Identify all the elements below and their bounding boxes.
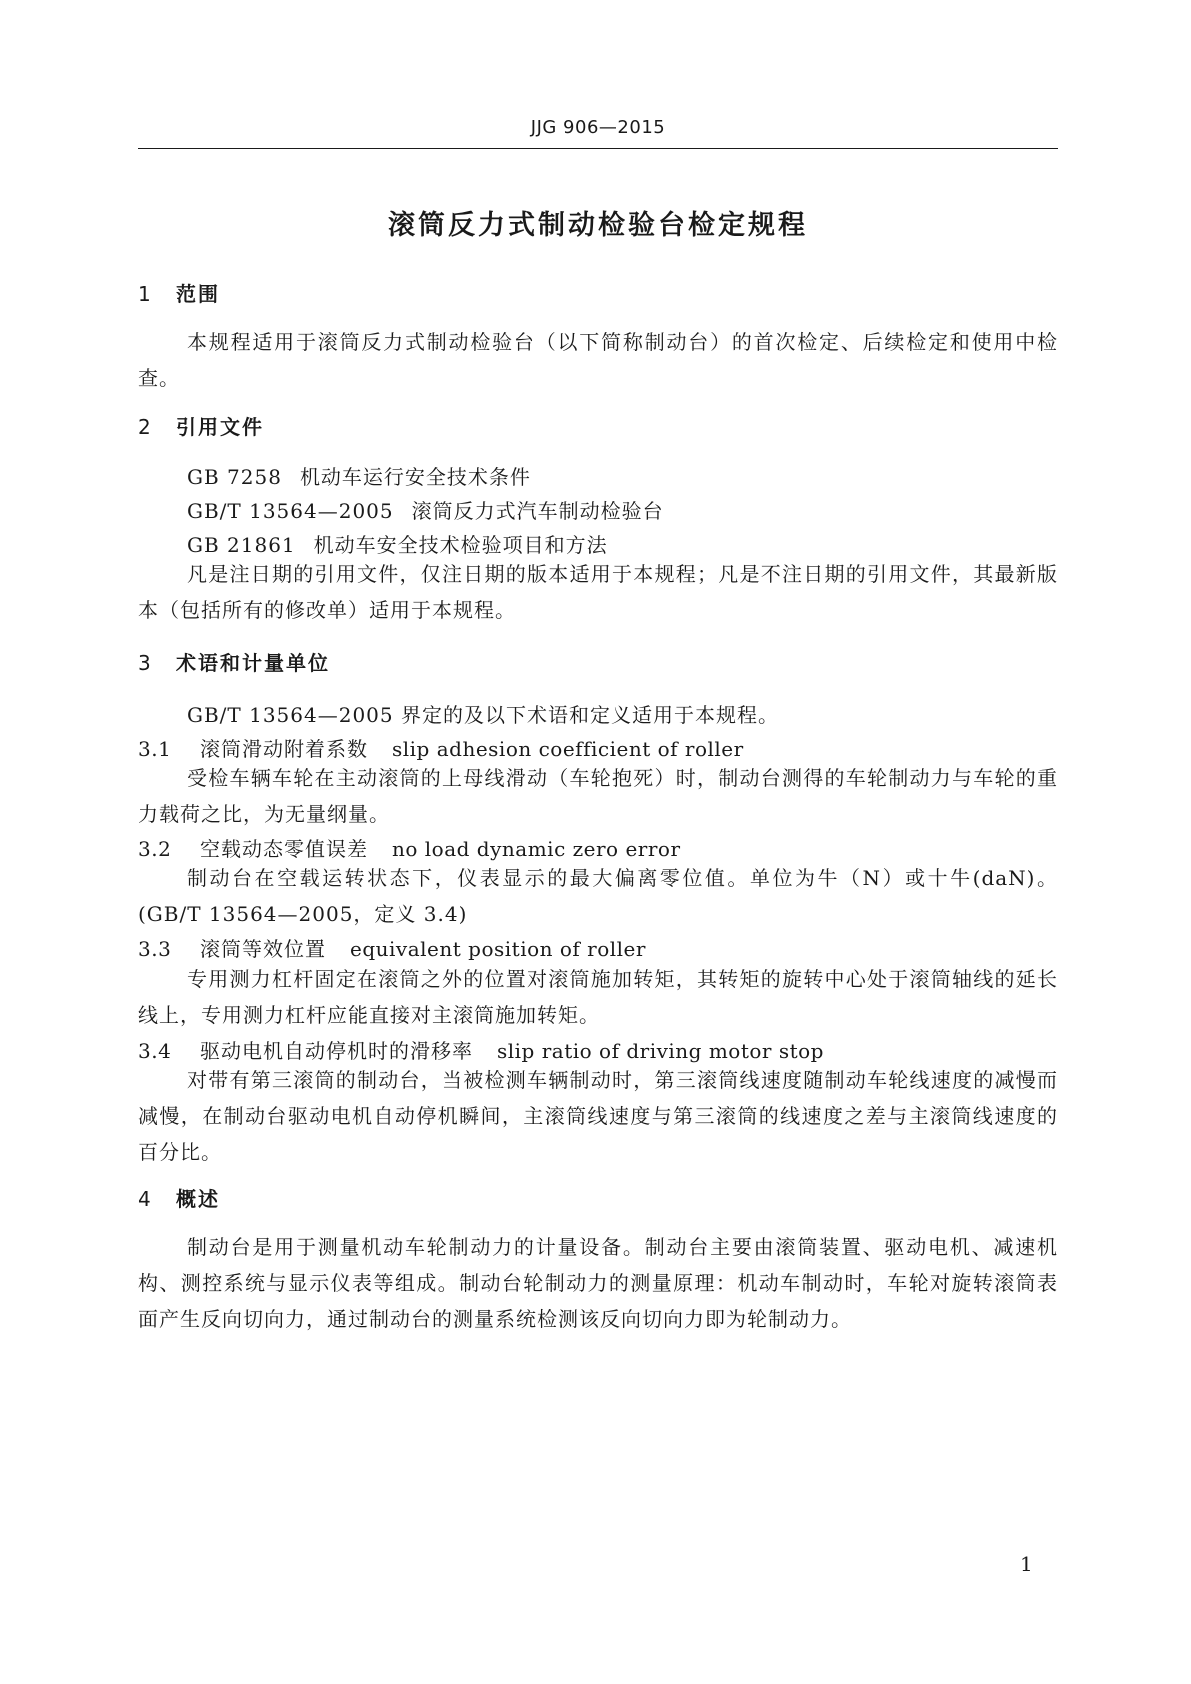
document-title: 滚筒反力式制动检验台检定规程	[388, 210, 808, 241]
term-3-4-definition: 对带有第三滚筒的制动台，当被检测车辆制动时，第三滚筒线速度随制动车轮线速度的减慢而减慢，在制动台驱动电机自动停机瞬间，主滚筒线速度与第三滚筒的线速度之差与主滚筒线速度的百分比。	[138, 1068, 1058, 1164]
term-3-2-definition: 制动台在空载运转状态下，仪表显示的最大偏离零位值。单位为牛（N）或十牛(daN)。(GB/T 13564—2005，定义 3.4)	[138, 866, 1058, 926]
running-header: JJG 906—2015	[530, 117, 666, 138]
term-3-4-heading: 3.4 驱动电机自动停机时的滑移率 slip ratio of driving motor stop	[138, 1039, 824, 1063]
section-2-note: 凡是注日期的引用文件，仅注日期的版本适用于本规程；凡是不注日期的引用文件，其最新版本（包括所有的修改单）适用于本规程。	[138, 562, 1058, 622]
term-3-1-heading: 3.1 滚筒滑动附着系数 slip adhesion coefficient of roller	[138, 737, 744, 761]
term-3-3-definition: 专用测力杠杆固定在滚筒之外的位置对滚筒施加转矩，其转矩的旋转中心处于滚筒轴线的延长线上，专用测力杠杆应能直接对主滚筒施加转矩。	[138, 967, 1058, 1027]
section-3-heading: 3 术语和计量单位	[138, 651, 330, 675]
section-2-heading: 2 引用文件	[138, 415, 264, 439]
section-4-heading: 4 概述	[138, 1187, 220, 1211]
reference-item: GB/T 13564—2005 滚筒反力式汽车制动检验台	[187, 499, 664, 523]
reference-item: GB 21861 机动车安全技术检验项目和方法	[187, 533, 608, 557]
section-3-intro: GB/T 13564—2005 界定的及以下术语和定义适用于本规程。	[187, 703, 779, 727]
section-1-paragraph: 本规程适用于滚筒反力式制动检验台（以下简称制动台）的首次检定、后续检定和使用中检查。	[138, 330, 1058, 390]
page-number: 1	[1020, 1552, 1033, 1576]
section-1-heading: 1 范围	[138, 282, 220, 306]
term-3-1-definition: 受检车辆车轮在主动滚筒的上母线滑动（车轮抱死）时，制动台测得的车轮制动力与车轮的重力载荷之比，为无量纲量。	[138, 766, 1058, 826]
term-3-3-heading: 3.3 滚筒等效位置 equivalent position of roller	[138, 937, 646, 961]
reference-item: GB 7258 机动车运行安全技术条件	[187, 465, 531, 489]
section-4-paragraph: 制动台是用于测量机动车轮制动力的计量设备。制动台主要由滚筒装置、驱动电机、减速机构、测控系统与显示仪表等组成。制动台轮制动力的测量原理：机动车制动时，车轮对旋转滚筒表面产生反向切向力，通过制动台的测量系统检测该反向切向力即为轮制动力。	[138, 1235, 1058, 1331]
header-rule	[138, 148, 1058, 149]
term-3-2-heading: 3.2 空载动态零值误差 no load dynamic zero error	[138, 837, 681, 861]
